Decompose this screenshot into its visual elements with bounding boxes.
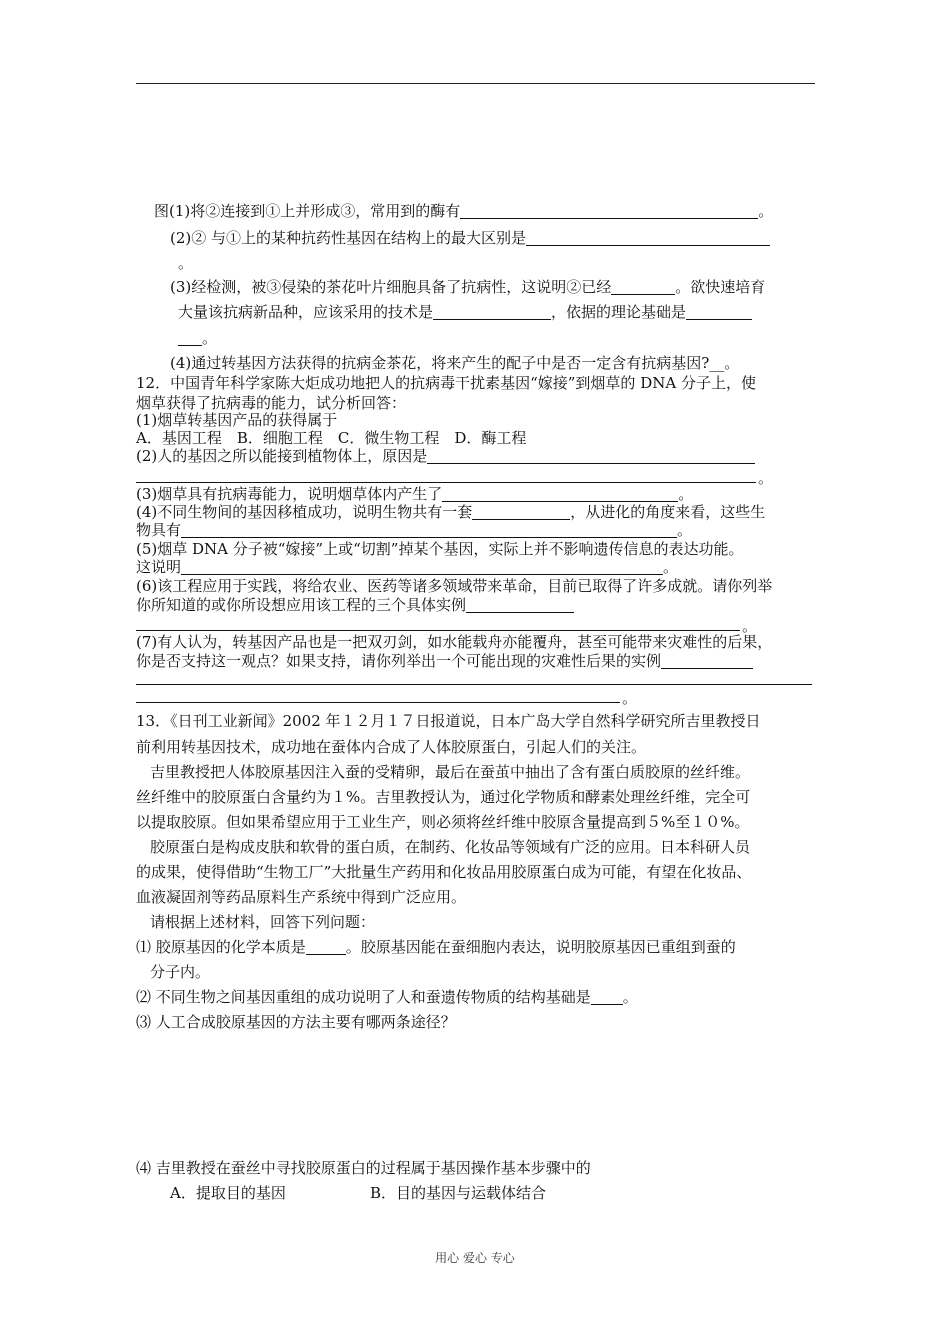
- answer-blank[interactable]: [460, 202, 758, 219]
- q13-q4: ⑷ 吉里教授在蚕丝中寻找胶原蛋白的过程属于基因操作基本步骤中的: [136, 1159, 591, 1177]
- q12-s6-line1: (6)该工程应用于实践，将给农业、医药等诸多领域带来革命，目前已取得了许多成就。请你列举: [136, 577, 773, 595]
- q13-para2-line3: 血液凝固剂等药品原料生产系统中得到广泛应用。: [136, 888, 467, 906]
- q13-intro-line2: 前利用转基因技术，成功地在蚕体内合成了人体胶原蛋白，引起人们的关注。: [136, 738, 647, 756]
- answer-blank[interactable]: [181, 521, 677, 538]
- q13-para1-line2: 丝纤维中的胶原蛋白含量约为１%。吉里教授认为，通过化学物质和酵素处理丝纤维，完全可: [136, 788, 751, 806]
- q12-intro-line1: 12．中国青年科学家陈大炬成功地把人的抗病毒干扰素基因“嫁接”到烟草的 DNA 分子上，使: [136, 374, 756, 392]
- q13-q4-option-a: A．提取目的基因: [170, 1184, 286, 1202]
- answer-blank[interactable]: [661, 652, 753, 669]
- q13-para2-line2: 的成果，使得借助“生物工厂”大批量生产药用和化妆品用胶原蛋白成为可能，有望在化妆品、: [136, 863, 752, 881]
- q13-q1-line1: ⑴ 胶原基因的化学本质是 。胶原基因能在蚕细胞内表达，说明胶原基因已重组到蚕的: [136, 938, 736, 956]
- answer-blank[interactable]: [178, 329, 202, 346]
- q12-intro-line2: 烟草获得了抗病毒的能力，试分析回答：: [136, 394, 407, 412]
- q11-part3-line2: 大量该抗病新品种，应该采用的技术是 ，依据的理论基础是: [178, 302, 752, 322]
- q12-s4-line1: (4)不同生物间的基因移植成功，说明生物共有一套 ，从进化的角度来看，这些生: [136, 503, 766, 521]
- q11-part2: (2)② 与①上的某种抗药性基因在结构上的最大区别是: [170, 228, 770, 248]
- q12-s7-end: 。: [622, 689, 638, 707]
- answer-blank[interactable]: [181, 558, 663, 575]
- q12-s5-line2: 这说明 。: [136, 558, 679, 576]
- answer-line[interactable]: [136, 482, 756, 483]
- q12-s7-line1: (7)有人认为，转基因产品也是一把双刃剑，如水能载舟亦能覆舟，甚至可能带来灾难性的后果，: [136, 633, 773, 651]
- header-rule: [136, 83, 815, 84]
- q13-q4-option-b: B．目的基因与运载体结合: [370, 1184, 547, 1202]
- answer-blank[interactable]: [466, 596, 574, 613]
- q12-s1-options: A．基因工程 B．细胞工程 C．微生物工程 D．酶工程: [136, 429, 527, 447]
- answer-blank[interactable]: [526, 229, 770, 246]
- q12-s3: (3)烟草具有抗病毒能力，说明烟草体内产生了 。: [136, 485, 694, 503]
- answer-blank[interactable]: [427, 447, 755, 464]
- answer-blank[interactable]: [306, 938, 346, 955]
- answer-blank[interactable]: [433, 303, 551, 320]
- q13-para1-line1: 吉里教授把人体胶原基因注入蚕的受精卵，最后在蚕茧中抽出了含有蛋白质胶原的丝纤维。: [150, 763, 751, 781]
- answer-blank[interactable]: [472, 503, 570, 520]
- q12-s4-line2: 物具有 。: [136, 521, 693, 539]
- answer-line[interactable]: [136, 630, 740, 631]
- answer-blank[interactable]: [686, 303, 752, 320]
- q13-prompt: 请根据上述材料，回答下列问题：: [150, 913, 376, 931]
- answer-blank[interactable]: [591, 988, 623, 1005]
- q12-s6-line2: 你所知道的或你所设想应用该工程的三个具体实例: [136, 595, 574, 615]
- q13-q1-line2: 分子内。: [150, 963, 211, 981]
- q12-s7-line2: 你是否支持这一观点？如果支持，请你列举出一个可能出现的灾难性后果的实例: [136, 651, 753, 671]
- q12-s5-line1: (5)烟草 DNA 分子被“嫁接”上或“切割”掉某个基因，实际上并不影响遗传信息的表达功能。: [136, 540, 744, 558]
- answer-line[interactable]: [136, 684, 812, 685]
- q13-para1-line3: 以提取胶原。但如果希望应用于工业生产，则必须将丝纤维中胶原含量提高到５%至１０%。: [136, 813, 750, 831]
- q12-s2-end: 。: [758, 469, 774, 487]
- q11-part2-end: 。: [178, 254, 194, 272]
- q13-para2-line1: 胶原蛋白是构成皮肤和软骨的蛋白质，在制药、化妆品等领域有广泛的应用。日本科研人员: [150, 838, 751, 856]
- answer-line[interactable]: [136, 702, 620, 703]
- answer-blank[interactable]: [442, 485, 678, 502]
- q13-intro-line1: 13．《日刊工业新闻》2002 年１２月１７日报道说，日本广岛大学自然科学研究所吉里教授日: [136, 712, 761, 730]
- q11-part3-line1: (3)经检测，被③侵染的茶花叶片细胞具备了抗病性，这说明②已经 。欲快速培育: [170, 278, 766, 296]
- q12-s2: (2)人的基因之所以能接到植物体上，原因是: [136, 446, 755, 466]
- q11-part3-line3: 。: [178, 328, 217, 348]
- q11-part1: 图(1)将②连接到①上并形成③，常用到的酶有 。: [154, 202, 774, 220]
- q12-s6-end: 。: [742, 617, 758, 635]
- page-footer: 用心 爱心 专心: [435, 1251, 515, 1265]
- q12-s1: (1)烟草转基因产品的获得属于: [136, 411, 338, 429]
- q11-part4: (4)通过转基因方法获得的抗病金茶花，将来产生的配子中是否一定含有抗病基因?__。: [170, 354, 740, 372]
- q13-q2: ⑵ 不同生物之间基因重组的成功说明了人和蚕遗传物质的结构基础是 。: [136, 988, 638, 1006]
- answer-blank[interactable]: [611, 278, 675, 295]
- q13-q3: ⑶ 人工合成胶原基因的方法主要有哪两条途径？: [136, 1013, 456, 1031]
